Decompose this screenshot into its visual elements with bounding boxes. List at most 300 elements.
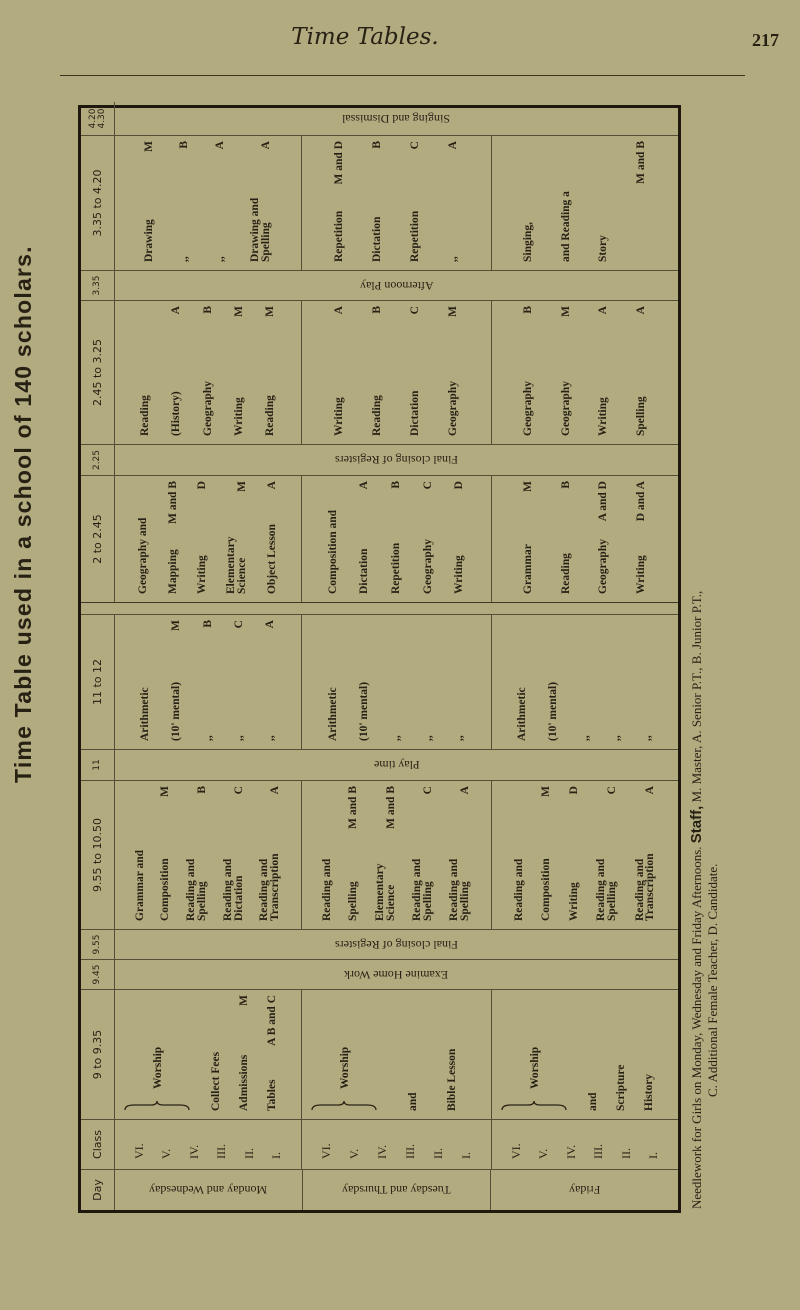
rotated-page-content <box>0 105 740 1213</box>
lesson-entry <box>548 620 559 741</box>
lesson-entry <box>215 141 226 262</box>
lesson-subject: Composition and <box>326 509 339 594</box>
column-t6 <box>81 614 678 749</box>
column-header: 3.35 to 4.20 <box>81 136 115 270</box>
worship-group <box>123 995 193 1111</box>
lesson-entry <box>265 620 276 741</box>
table-caption: Time Table used in a school of 140 scholars. <box>10 245 36 783</box>
class-label: IV. <box>186 1144 201 1159</box>
lesson-cell <box>115 301 302 444</box>
column-t10 <box>81 270 678 300</box>
teacher-code: A <box>263 620 276 629</box>
class-label: V. <box>536 1148 551 1159</box>
lesson-entry <box>636 141 647 262</box>
teacher-code: M <box>263 306 276 317</box>
class-list <box>302 1120 492 1169</box>
worship-cell <box>115 990 302 1119</box>
class-label: IV. <box>375 1144 389 1159</box>
class-label: VI. <box>508 1143 523 1159</box>
lesson-subject: Object Lesson <box>265 524 278 594</box>
lesson-entry <box>348 786 359 921</box>
lesson-entry <box>569 786 580 921</box>
lesson-entry <box>372 141 383 262</box>
lesson-entry <box>644 995 655 1111</box>
column-t11 <box>81 135 678 270</box>
teacher-code: M <box>447 306 460 317</box>
day-cell <box>491 1170 678 1210</box>
teacher-code: M and B <box>347 786 360 829</box>
spanning-activity-label: Afternoon Play <box>359 279 434 293</box>
lesson-entry <box>523 306 534 436</box>
lesson-subject: Drawing and Spelling <box>248 197 272 262</box>
column-header: 9.55 <box>81 930 115 959</box>
lesson-subject: Dictation <box>409 390 422 436</box>
spanning-activity-cell <box>115 271 678 300</box>
teacher-code: B <box>371 141 384 149</box>
lesson-entry <box>541 786 552 921</box>
lesson-entry <box>359 620 370 741</box>
lesson-subject: Admissions <box>238 1054 251 1111</box>
lesson-subject: Grammar and <box>133 849 146 921</box>
lesson-entry <box>636 481 647 594</box>
lesson-subject: Geography <box>201 381 214 436</box>
teacher-code: M <box>232 306 245 317</box>
teacher-code: A <box>269 786 282 795</box>
lesson-subject: Geography and <box>137 517 150 594</box>
spanning-activity-cell <box>115 750 678 780</box>
lesson-subject: Elementary Science <box>225 536 249 594</box>
lesson-entry <box>197 481 208 594</box>
teacher-code: A <box>644 786 657 795</box>
lesson-entry <box>267 481 278 594</box>
lesson-subject: Writing <box>232 397 245 436</box>
lesson-subject: Reading and Spelling <box>447 858 471 921</box>
lesson-cell <box>302 781 492 929</box>
lesson-entry <box>171 620 182 741</box>
lesson-entry <box>226 481 248 594</box>
spanning-activity-label: Final closing of Registers <box>335 453 458 468</box>
lesson-cell <box>492 781 678 929</box>
lesson-entry <box>334 141 345 262</box>
column-header: 11 <box>81 750 115 780</box>
footnote <box>688 591 720 1209</box>
lesson-entry <box>203 620 214 741</box>
teacher-code: M and D <box>333 141 346 185</box>
lesson-subject: Reading <box>559 553 572 594</box>
lesson-subject: Reading <box>139 395 152 436</box>
lesson-subject: Reading and Spelling <box>185 858 209 921</box>
lesson-subject: ,, <box>421 735 434 741</box>
column-header: Day <box>81 1170 115 1210</box>
lesson-entry <box>642 620 653 741</box>
lesson-entry <box>408 995 419 1111</box>
teacher-code: B <box>196 786 209 794</box>
footnote-needlework: Needlework for Girls on Monday, Wednesday and Friday Afternoons. <box>689 846 704 1209</box>
lesson-subject: Arithmetic <box>326 687 339 741</box>
column-header: 9.45 <box>81 960 115 989</box>
lesson-entry <box>391 620 402 741</box>
footnote-staff-label: Staff, <box>688 805 705 844</box>
teacher-code: C <box>606 786 618 795</box>
column-t9 <box>81 300 678 444</box>
lesson-subject: Reading <box>371 395 384 436</box>
header-rule <box>60 75 745 76</box>
teacher-code: M <box>238 995 251 1006</box>
lesson-subject: Spelling <box>347 881 360 921</box>
class-label: II. <box>618 1148 633 1159</box>
teacher-code: M and B <box>634 141 647 184</box>
lesson-subject: Dictation <box>358 548 371 594</box>
lesson-cell <box>302 615 492 749</box>
worship-group <box>500 995 570 1111</box>
class-label: II. <box>241 1148 256 1159</box>
lesson-entry <box>372 306 383 436</box>
column-header: 11 to 12 <box>81 615 115 749</box>
day-cell <box>115 1170 303 1210</box>
time-table <box>78 105 681 1213</box>
lesson-subject: and Reading a <box>559 191 572 262</box>
lesson-subject: Drawing <box>143 219 156 262</box>
lesson-subject: ,, <box>453 735 466 741</box>
worship-label: Worship <box>338 1046 351 1089</box>
column-header: 3.35 <box>81 271 115 300</box>
spanning-activity-cell <box>115 960 678 989</box>
column-t5 <box>81 749 678 780</box>
lesson-subject: (10' mental) <box>358 681 371 741</box>
lesson-subject: Geography <box>597 539 610 594</box>
class-label: IV. <box>563 1144 578 1159</box>
lesson-subject: Elementary Science <box>373 863 397 921</box>
lesson-subject: ,, <box>390 735 402 741</box>
header-time-end: 4.30 <box>96 108 107 129</box>
lesson-subject: Reading and Transcription <box>633 853 657 921</box>
lesson-entry <box>138 481 149 594</box>
teacher-code: B <box>522 306 535 314</box>
worship-cell <box>302 990 492 1119</box>
spanning-activity-label: Play time <box>373 758 420 773</box>
lesson-subject: ,, <box>178 256 191 262</box>
teacher-code: A <box>358 481 371 490</box>
column-t2 <box>81 959 678 989</box>
lesson-entry <box>334 306 345 436</box>
lesson-subject: Story <box>597 235 610 262</box>
teacher-code: C <box>421 786 434 795</box>
lesson-entry <box>580 620 591 741</box>
class-label: II. <box>431 1148 445 1159</box>
spanning-activity-cell <box>115 930 678 959</box>
lesson-subject: Tables <box>266 1079 279 1111</box>
class-label: VI. <box>319 1143 333 1159</box>
lesson-subject: Reading and <box>321 858 334 921</box>
day-label: Monday and Wednesday <box>149 1183 268 1198</box>
lesson-subject: Arithmetic <box>139 687 152 741</box>
column-header: 9.55 to 10.50 <box>81 781 115 929</box>
lesson-subject: Repetition <box>333 210 346 262</box>
teacher-code: B <box>390 481 402 489</box>
footnote-line-2: C. Additional Female Teacher, D. Candidate. <box>705 863 720 1097</box>
lesson-entry <box>375 786 397 921</box>
lesson-subject: Reading and Spelling <box>595 858 618 921</box>
lesson-entry <box>561 141 572 262</box>
teacher-code: A <box>170 306 183 315</box>
column-header: 2.25 <box>81 445 115 475</box>
lesson-subject: (10' mental) <box>547 681 560 741</box>
teacher-code: A B and C <box>266 995 279 1046</box>
column-header: Class <box>81 1120 115 1169</box>
day-label: Friday <box>568 1183 601 1198</box>
spanning-activity-cell <box>115 445 678 475</box>
lesson-entry <box>454 620 465 741</box>
class-label: I. <box>646 1152 661 1159</box>
lesson-entry <box>517 620 528 741</box>
worship-label: Worship <box>528 1046 541 1089</box>
lesson-entry <box>448 306 459 436</box>
teacher-code: A and D <box>597 481 610 522</box>
lesson-entry <box>588 995 599 1111</box>
teacher-code: A <box>259 141 272 150</box>
day-label: Tuesday and Thursday <box>342 1183 451 1198</box>
lesson-cell <box>492 136 678 270</box>
lesson-subject: Composition <box>540 858 553 921</box>
footnote-line-1 <box>688 591 705 1209</box>
teacher-code: C <box>421 481 434 490</box>
lesson-subject: ,, <box>640 735 653 741</box>
lesson-subject: Dictation <box>371 216 384 262</box>
class-list <box>492 1120 678 1169</box>
column-t7 <box>81 475 678 602</box>
teacher-code: M <box>559 306 572 317</box>
lesson-subject: Reading and Spelling <box>410 858 434 921</box>
column-day <box>81 1169 678 1210</box>
class-label: I. <box>269 1152 284 1159</box>
lesson-cell <box>302 476 492 602</box>
lesson-entry <box>144 141 155 262</box>
lesson-subject: Writing <box>597 397 610 436</box>
lesson-entry <box>448 141 459 262</box>
lesson-entry <box>265 306 276 436</box>
worship-entries <box>193 995 296 1111</box>
lesson-subject: Writing <box>196 555 209 594</box>
lesson-subject: Collect Fees <box>209 1051 222 1111</box>
lesson-subject: Reading and Dictation <box>221 858 245 921</box>
class-list <box>115 1120 302 1169</box>
lesson-cell <box>492 301 678 444</box>
lesson-cell <box>492 476 678 602</box>
lesson-subject: Repetition <box>390 542 402 594</box>
lesson-entry <box>596 786 618 921</box>
teacher-code: B <box>178 141 191 149</box>
worship-group <box>310 995 380 1111</box>
lesson-subject: History <box>643 1073 656 1111</box>
teacher-code: D <box>567 786 580 795</box>
teacher-code: B <box>201 306 214 314</box>
lesson-cell <box>302 301 492 444</box>
teacher-code: A <box>458 786 471 795</box>
lesson-subject: (10' mental) <box>170 681 183 741</box>
lesson-entry <box>267 995 278 1111</box>
lesson-entry <box>160 786 171 921</box>
lesson-subject: Spelling <box>634 396 647 436</box>
teacher-code: M <box>522 481 535 492</box>
teacher-code: B <box>559 481 572 489</box>
lesson-subject: Mapping <box>166 549 179 594</box>
lesson-subject: Arithmetic <box>516 687 529 741</box>
lesson-entry <box>454 481 465 594</box>
lesson-entry <box>250 141 272 262</box>
teacher-code: D <box>196 481 209 490</box>
lesson-entry <box>186 786 208 921</box>
running-header-title: Time Tables. <box>291 24 439 50</box>
column-header <box>81 102 115 135</box>
lesson-cell <box>302 136 492 270</box>
teacher-code: D and A <box>634 481 647 522</box>
lesson-entry <box>135 786 146 921</box>
dinner-interval-gap <box>81 602 678 614</box>
lesson-cell <box>492 615 678 749</box>
class-label: VI. <box>131 1143 146 1159</box>
lesson-entry <box>203 306 214 436</box>
lesson-entry <box>168 481 179 594</box>
lesson-cell <box>115 136 302 270</box>
spanning-activity-cell <box>115 102 678 135</box>
lesson-entry <box>322 786 333 921</box>
lesson-subject: ,, <box>609 735 622 741</box>
class-label: V. <box>347 1148 361 1159</box>
day-cell <box>303 1170 491 1210</box>
lesson-entry <box>447 995 458 1111</box>
lesson-entry <box>561 481 572 594</box>
page-number: 217 <box>752 30 779 50</box>
column-class <box>81 1119 678 1169</box>
lesson-entry <box>234 306 245 436</box>
lesson-entry <box>561 306 572 436</box>
column-t8 <box>81 444 678 475</box>
lesson-subject: Bible Lesson <box>446 1048 459 1111</box>
class-label: III. <box>591 1144 606 1159</box>
worship-cell <box>492 990 678 1119</box>
footnote-staff-list: M. Master, A. Senior P.T., B. Junior P.T., <box>689 590 704 803</box>
lesson-subject: ,, <box>263 735 276 741</box>
brace-icon <box>501 1101 570 1111</box>
teacher-code: C <box>232 620 245 629</box>
lesson-entry <box>259 786 281 921</box>
lesson-entry <box>223 786 245 921</box>
lesson-subject: (History) <box>170 391 183 436</box>
lesson-subject: Grammar <box>522 544 535 594</box>
lesson-subject: Geography <box>559 381 572 436</box>
lesson-subject: Composition <box>159 858 172 921</box>
lesson-entry <box>598 141 609 262</box>
lesson-cell <box>115 476 302 602</box>
worship-label: Worship <box>151 1046 164 1089</box>
lesson-entry <box>328 481 339 594</box>
lesson-subject: Scripture <box>615 1064 628 1111</box>
lesson-entry <box>239 995 250 1111</box>
teacher-code: A <box>265 481 278 490</box>
lesson-subject: ,, <box>447 256 460 262</box>
class-label: III. <box>403 1144 417 1159</box>
lesson-entry <box>234 620 245 741</box>
lesson-subject: Writing <box>567 882 580 921</box>
lesson-subject: ,, <box>201 735 214 741</box>
lesson-subject: Writing <box>453 555 466 594</box>
lesson-subject: ,, <box>213 256 226 262</box>
lesson-subject: Geography <box>421 539 434 594</box>
brace-icon <box>124 1101 193 1111</box>
worship-entries <box>380 995 486 1111</box>
lesson-entry <box>514 786 525 921</box>
lesson-entry <box>179 141 190 262</box>
teacher-code: M and B <box>166 481 179 524</box>
lesson-cell <box>115 615 302 749</box>
lesson-entry <box>598 306 609 436</box>
class-label: III. <box>214 1144 229 1159</box>
lesson-subject: Writing <box>634 555 647 594</box>
lesson-entry <box>410 141 421 262</box>
lesson-entry <box>140 620 151 741</box>
lesson-entry <box>635 786 657 921</box>
lesson-entry <box>611 620 622 741</box>
teacher-code: M and B <box>384 786 397 829</box>
lesson-subject: ,, <box>232 735 245 741</box>
lesson-entry <box>523 481 534 594</box>
class-label: I. <box>459 1152 473 1159</box>
column-t12 <box>81 102 678 135</box>
lesson-subject: Repetition <box>409 210 422 262</box>
spanning-activity-label: Final closing of Registers <box>335 938 458 952</box>
teacher-code: A <box>213 141 226 150</box>
teacher-code: B <box>371 306 384 314</box>
teacher-code: A <box>597 306 610 315</box>
header-time-start: 4.20 <box>87 108 98 129</box>
spanning-activity-label: Examine Home Work <box>344 968 449 982</box>
lesson-entry <box>423 481 434 594</box>
teacher-code: M <box>170 620 183 631</box>
lesson-entry <box>391 481 402 594</box>
teacher-code: A <box>634 306 647 315</box>
teacher-code: A <box>447 141 460 150</box>
lesson-subject: Geography <box>522 381 535 436</box>
lesson-cell <box>115 781 302 929</box>
column-header: 2 to 2.45 <box>81 476 115 602</box>
lesson-subject: Geography <box>447 381 460 436</box>
lesson-subject: Reading <box>263 395 276 436</box>
lesson-subject: ,, <box>578 735 591 741</box>
lesson-entry <box>140 306 151 436</box>
teacher-code: C <box>232 786 245 795</box>
teacher-code: D <box>453 481 466 490</box>
lesson-entry <box>423 620 434 741</box>
teacher-code: C <box>409 306 422 315</box>
column-header: 9 to 9.35 <box>81 990 115 1119</box>
lesson-entry <box>359 481 370 594</box>
teacher-code: A <box>333 306 346 315</box>
teacher-code: M <box>236 481 249 492</box>
lesson-entry <box>211 995 222 1111</box>
lesson-entry <box>636 306 647 436</box>
column-header: 2.45 to 3.25 <box>81 301 115 444</box>
column-t3 <box>81 929 678 959</box>
lesson-subject: Singing, <box>522 222 535 262</box>
lesson-entry <box>171 306 182 436</box>
teacher-code: M <box>159 786 172 797</box>
class-label: V. <box>159 1148 174 1159</box>
lesson-entry <box>598 481 609 594</box>
column-t4 <box>81 780 678 929</box>
lesson-entry <box>523 141 534 262</box>
brace-icon <box>311 1101 380 1111</box>
teacher-code: C <box>409 141 422 150</box>
